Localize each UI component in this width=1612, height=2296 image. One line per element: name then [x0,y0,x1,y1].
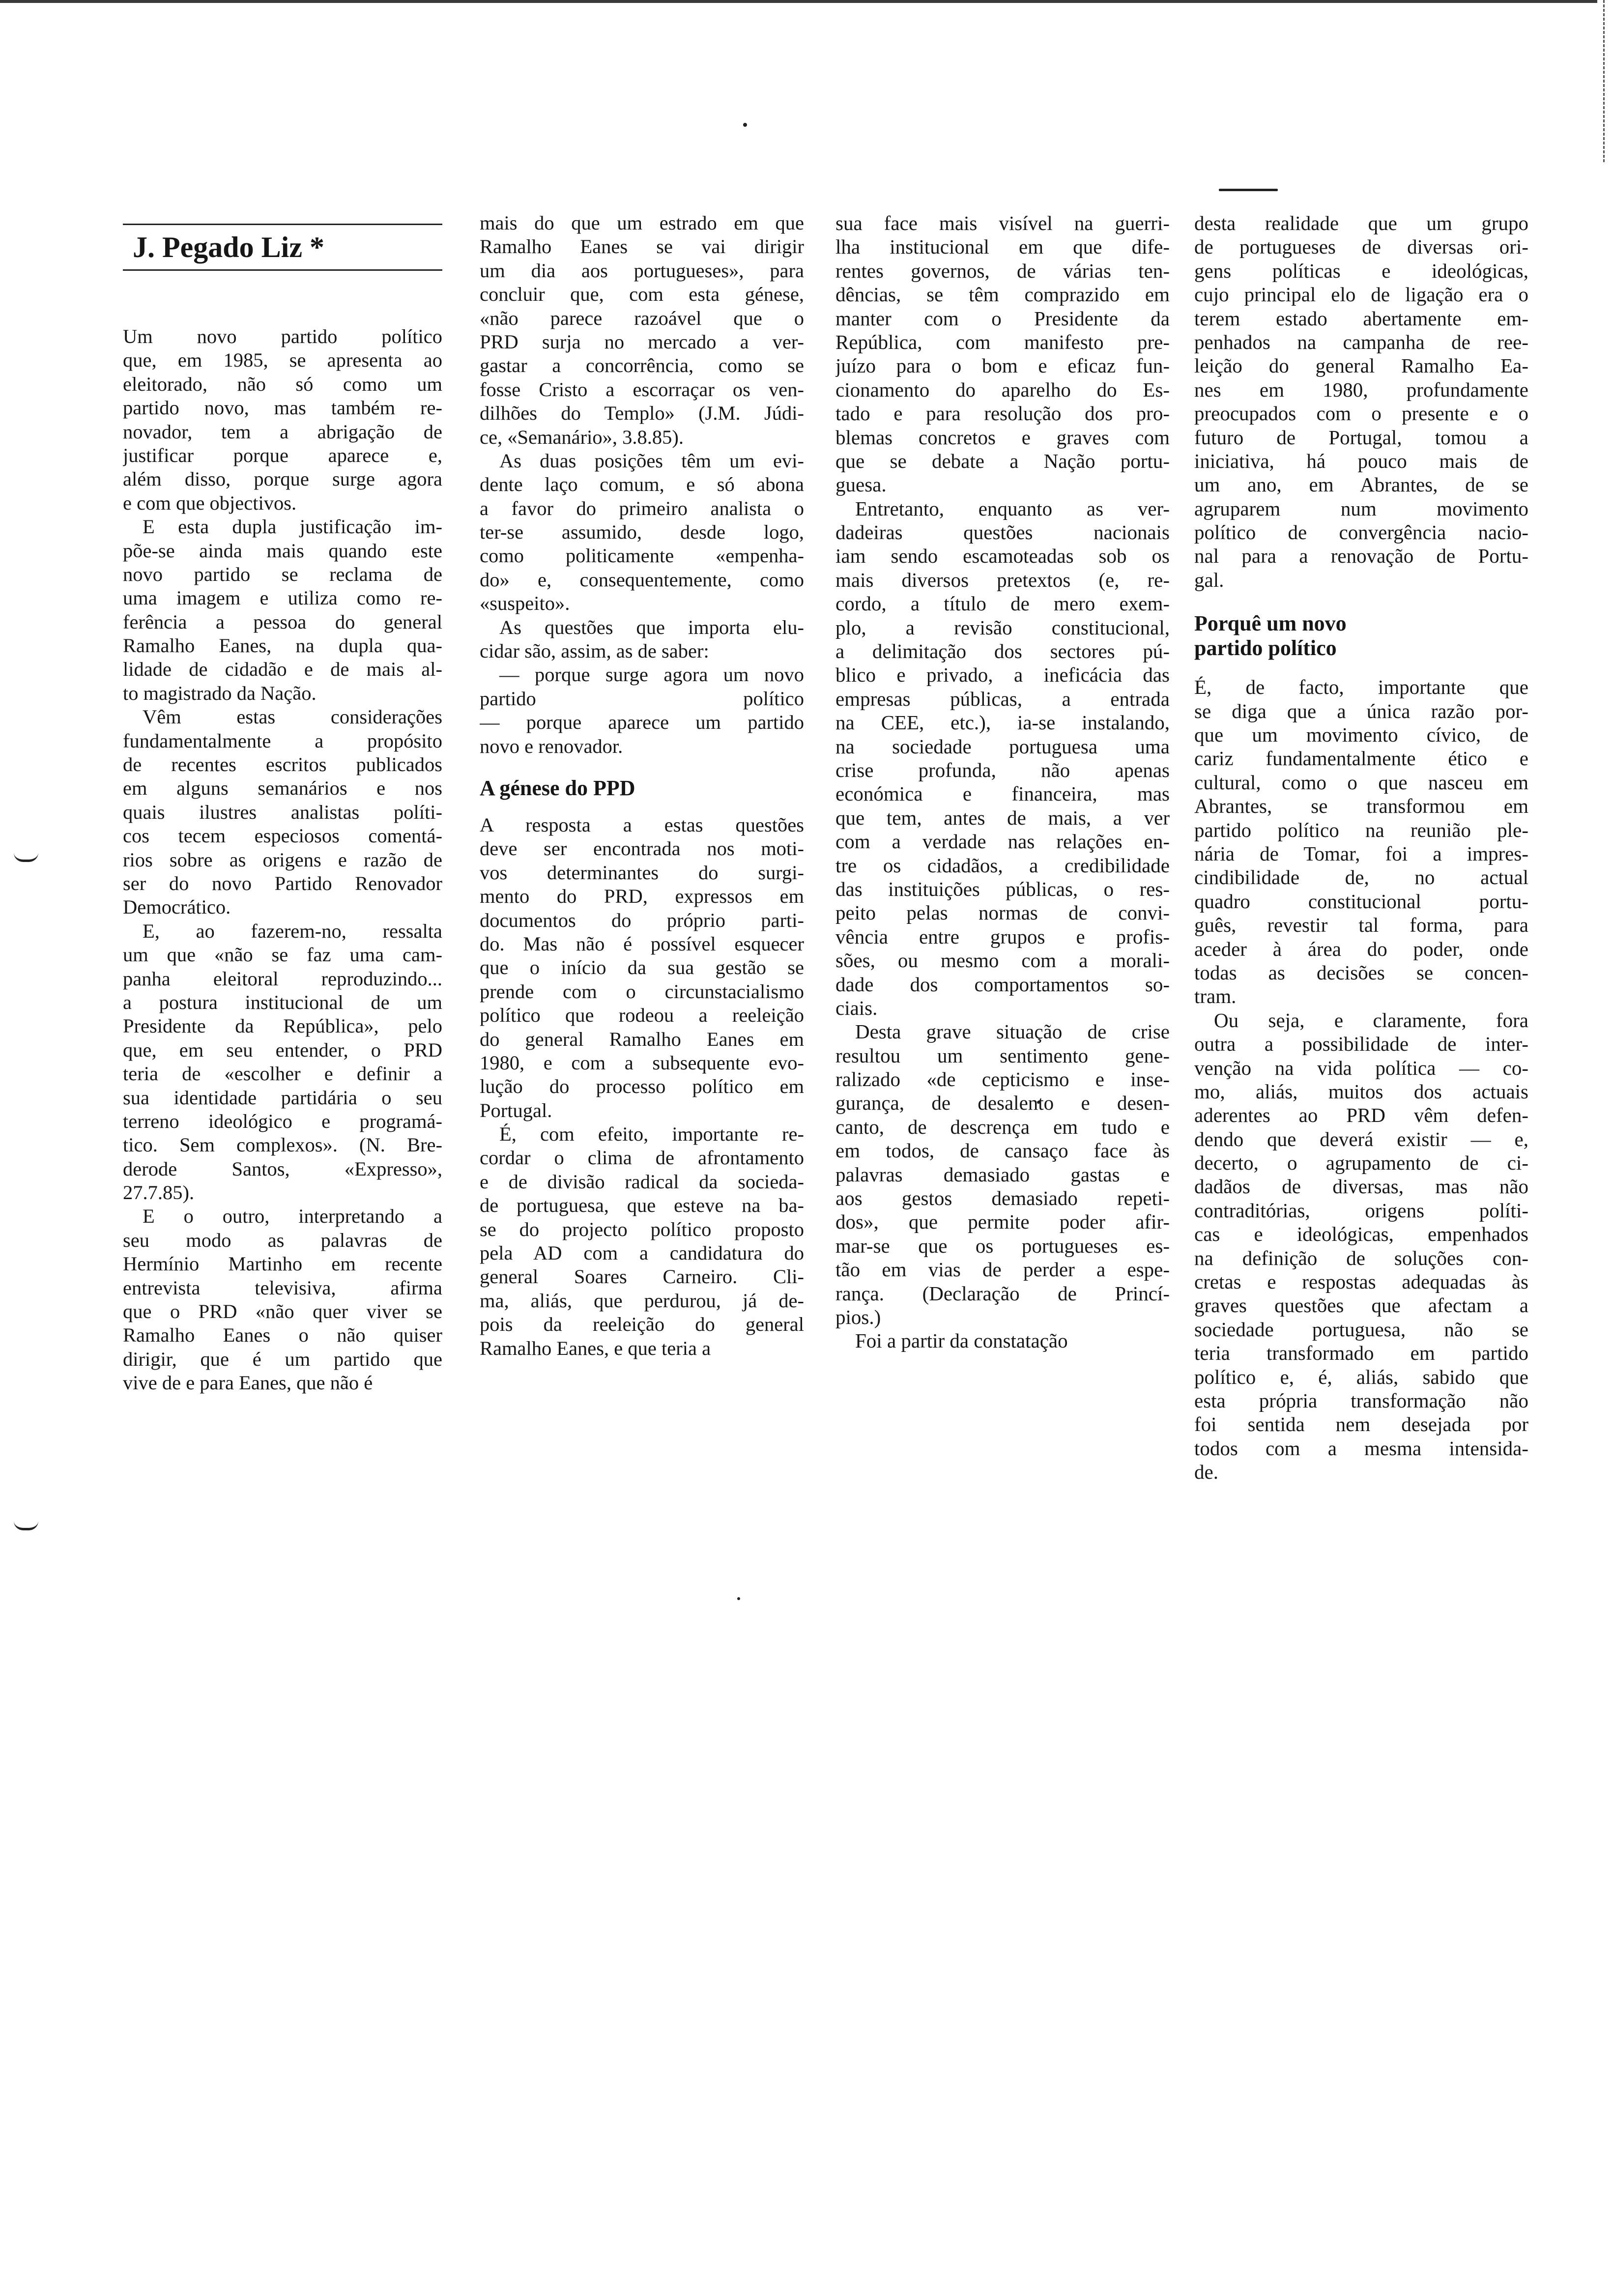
column-3-text [835,211,1170,1353]
text-line: um ano, em Abrantes, de se [1194,473,1528,496]
text-line: dos», que permite poder afir- [835,1210,1170,1234]
text-line: cindibilidade de, no actual [1194,866,1528,889]
text-line: Democrático. [123,896,231,918]
text-line: dade dos comportamentos so- [835,973,1170,996]
text-line: peito pelas normas de convi- [835,901,1170,924]
binding-hole-mark [14,853,38,862]
author-byline: J. Pegado Liz * [123,225,442,271]
column-2-text-top [480,211,804,758]
text-line: cordo, a título de mero exem- [835,592,1170,615]
text-line: cariz fundamentalmente ético e [1194,747,1528,770]
text-line: entrevista televisiva, afirma [123,1276,442,1299]
text-line: E, ao fazerem-no, ressalta [143,919,442,942]
text-line: partido novo, mas também re- [123,397,442,419]
text-line: gal. [1194,568,1224,591]
text-line: sociedade portuguesa, não se [1194,1318,1528,1341]
text-line: do general Ramalho Eanes em [480,1028,804,1050]
text-line: As questões que importa elu- [499,616,804,638]
text-line: a postura institucional de um [123,991,442,1013]
text-line: nária de Tomar, foi a impres- [1194,842,1528,865]
text-line: todas as decisões se concen- [1194,961,1528,984]
text-line: político que rodeou a reeleição [480,1004,804,1027]
text-line: aderentes ao PRD vêm defen- [1194,1104,1528,1127]
text-line: ciais. [835,996,878,1019]
text-line: terem estado abertamente em- [1194,307,1528,330]
scan-smudge [1219,189,1278,191]
text-line: como politicamente «empenha- [480,545,804,567]
text-line: dilhões do Templo» (J.M. Júdi- [480,402,804,425]
text-line: ferência a pessoa do general [123,610,442,633]
text-line: tram. [1194,985,1237,1008]
text-line: quais ilustres analistas políti- [123,801,442,823]
text-line: na sociedade portuguesa uma [835,735,1170,758]
text-line: vos determinantes do surgi- [480,861,804,884]
text-line: pela AD com a candidatura do [480,1242,804,1264]
text-line: República, com manifesto pre- [835,330,1170,353]
text-line: empresas públicas, a entrada [835,687,1170,710]
text-line: das instituições públicas, o res- [835,877,1170,900]
text-line: dendo que deverá existir — e, [1194,1127,1528,1150]
text-line: manter com o Presidente da [835,307,1170,330]
text-line: foi sentida nem desejada por [1194,1413,1528,1436]
text-line: deve ser encontrada nos moti- [480,837,804,860]
text-line: 1980, e com a subsequente evo- [480,1051,804,1074]
scan-right-edge [1603,0,1606,162]
text-line: agruparem num movimento [1194,497,1528,520]
section-heading-porque-line-2: partido político [1194,636,1337,660]
text-line: Entretanto, enquanto as ver- [855,497,1170,520]
text-line: fosse Cristo a escorraçar os ven- [480,378,804,401]
text-line: cultural, como o que nasceu em [1194,771,1528,794]
text-line: Hermínio Martinho em recente [123,1253,442,1275]
text-line: que o início da sua gestão se [480,956,804,979]
text-line: dente laço comum, e só abona [480,473,804,496]
text-line: além disso, porque surge agora [123,468,442,490]
text-line: tão em vias de perder a espe- [835,1258,1170,1281]
text-line: põe-se ainda mais quando este [123,539,442,562]
text-line: fundamentalmente a propósito [123,729,442,752]
text-line: lução do processo político em [480,1075,804,1098]
text-line: dadeiras questões nacionais [835,521,1170,544]
text-line: prende com o circunstacialismo [480,980,804,1003]
text-line: político e, é, aliás, sabido que [1194,1365,1528,1388]
text-line: teria transformado em partido [1194,1342,1528,1365]
text-line: Ramalho Eanes, na dupla qua- [123,634,442,657]
text-line: mais do que um estrado em que [480,212,804,234]
text-line: ma, aliás, que perdurou, já de- [480,1289,804,1312]
text-line: económica e financeira, mas [835,782,1170,805]
text-line: sua face mais visível na guerri- [835,212,1170,234]
text-line: mento do PRD, expressos em [480,885,804,908]
text-line: que se debate a Nação portu- [835,449,1170,472]
text-line: eleitorado, não só como um [123,373,442,395]
text-line: Ou seja, e claramente, fora [1214,1008,1528,1032]
text-line: mar-se que os portugueses es- [835,1234,1170,1257]
text-line: gurança, de desalento e desen- [835,1091,1170,1115]
text-line: lha institucional em que dife- [835,235,1170,258]
text-line: seu modo as palavras de [123,1229,442,1251]
text-line: político de convergência nacio- [1194,521,1528,544]
text-line: uma imagem e utiliza como re- [123,587,442,609]
text-line: PRD surja no mercado a ver- [480,330,804,353]
text-line: tre os cidadãos, a credibilidade [835,854,1170,877]
text-line: Ramalho Eanes se vai dirigir [480,235,804,258]
text-line: iniciativa, há pouco mais de [1194,449,1528,472]
text-line: novo e renovador. [480,735,623,757]
column-1-text [123,325,442,1395]
text-line: As duas posições têm um evi- [499,449,804,472]
text-line: do» e, consequentemente, como [480,568,804,591]
text-line: novo partido se reclama de [123,563,442,585]
section-heading-porque-line-1: Porquê um novo [1194,611,1347,636]
text-line: guesa. [835,473,887,496]
text-line: Foi a partir da constatação [855,1329,1068,1352]
text-line: rança. (Declaração de Princí- [835,1282,1170,1305]
text-line: É, de facto, importante que [1194,676,1528,699]
text-line: Portugal. [480,1099,552,1121]
text-line: decerto, o agrupamento de ci- [1194,1151,1528,1175]
text-line: sões, ou mesmo com a morali- [835,949,1170,972]
text-line: com a verdade nas relações en- [835,830,1170,853]
article-column-4 [1194,211,1528,1484]
article-column-2 [480,211,804,1360]
article-column-3 [835,211,1170,1353]
text-line: rentes governos, de várias ten- [835,259,1170,282]
text-line: contraditórias, origens políti- [1194,1199,1528,1222]
text-line: partido político na reunião ple- [1194,818,1528,841]
text-line: Ramalho Eanes o não quiser [123,1324,442,1347]
section-heading-genese: A génese do PPD [480,775,635,800]
text-line: a delimitação dos sectores pú- [835,640,1170,663]
text-line: iam sendo escamoteadas sob os [835,545,1170,568]
text-line: Abrantes, se transformou em [1194,795,1528,818]
text-line: vive de e para Eanes, que não é [123,1372,373,1394]
text-line: cretas e respostas adequadas às [1194,1270,1528,1293]
text-line: desta realidade que um grupo [1194,212,1528,234]
text-line: e com que objectivos. [123,491,297,514]
text-line: cos tecem especiosos comentá- [123,825,442,847]
text-line: rios sobre as origens e razão de [123,848,442,871]
text-line: derode Santos, «Expresso», [123,1157,442,1180]
text-line: partido político [480,687,804,710]
text-line: general Soares Carneiro. Cli- [480,1265,804,1288]
text-line: cas e ideológicas, empenhados [1194,1223,1528,1246]
text-line: ce, «Semanário», 3.8.85). [480,426,684,448]
column-2-text-bottom [480,813,804,1360]
text-line: um dia aos portugueses», para [480,259,804,282]
text-line: — porque surge agora um novo [499,663,804,686]
text-line: em alguns semanários e nos [123,777,442,800]
scan-top-edge [0,0,1597,3]
section-heading-porque [1194,611,1528,660]
text-line: e de divisão radical da socieda- [480,1170,804,1193]
text-line: vência entre grupos e profis- [835,925,1170,948]
text-line: a favor do primeiro analista o [480,497,804,519]
text-line: blemas concretos e graves com [835,426,1170,449]
text-line: leição do general Ramalho Ea- [1194,354,1528,377]
column-4-text-bottom [1194,675,1528,1484]
text-line: plo, a revisão constitucional, [835,616,1170,639]
text-line: teria de «escolher e definir a [123,1062,442,1085]
text-line: nes em 1980, profundamente [1194,378,1528,401]
text-line: panha eleitoral reproduzindo... [123,967,442,990]
text-line: na definição de soluções con- [1194,1246,1528,1269]
text-line: cidar são, assim, as de saber: [480,640,709,662]
text-line: documentos do próprio parti- [480,909,804,931]
text-line: gastar a concorrência, como se [480,354,804,377]
text-line: ter-se assumido, desde logo, [480,521,804,544]
text-line: «suspeito». [480,592,570,615]
text-line: cionamento do aparelho do Es- [835,378,1170,401]
text-line: nal para a renovação de Portu- [1194,545,1528,568]
text-line: E esta dupla justificação im- [143,516,442,538]
text-line: Presidente da República», pelo [123,1015,442,1037]
text-line: — porque aparece um partido [480,711,804,734]
text-line: que tem, antes de mais, a ver [835,806,1170,829]
text-line: justificar porque aparece e, [123,444,442,466]
text-line: de portuguesa, que esteve na ba- [480,1194,804,1217]
text-line: quadro constitucional portu- [1194,890,1528,913]
text-line: Ramalho Eanes, e que teria a [480,1337,711,1359]
text-line: sua identidade partidária o seu [123,1086,442,1109]
scan-speck [737,1597,740,1600]
text-line: «não parece razoável que o [480,307,804,329]
text-line: aos gestos demasiado repeti- [835,1187,1170,1210]
text-line: É, com efeito, importante re- [499,1123,804,1146]
article-column-1 [123,224,442,1395]
text-line: de portugueses de diversas ori- [1194,235,1528,258]
text-line: tado e para resolução dos pro- [835,402,1170,425]
text-line: lidade de cidadão e de mais al- [123,658,442,681]
text-line: que o PRD «não quer viver se [123,1300,442,1323]
text-line: venção na vida política — co- [1194,1056,1528,1079]
column-4-text-top [1194,211,1528,592]
text-line: Um novo partido político [123,325,442,347]
binding-hole-mark [14,1521,38,1530]
text-line: tico. Sem complexos». (N. Bre- [123,1134,442,1156]
text-line: penhados na campanha de ree- [1194,330,1528,353]
text-line: crise profunda, não apenas [835,758,1170,781]
text-line: futuro de Portugal, tomou a [1194,426,1528,449]
text-line: que, em seu entender, o PRD [123,1038,442,1061]
text-line: de recentes escritos publicados [123,753,442,776]
text-line: A resposta a estas questões [480,813,804,836]
text-line: em todos, de cansaço face às [835,1139,1170,1162]
text-line: Desta grave situação de crise [855,1020,1170,1043]
text-line: pois da reeleição do general [480,1313,804,1336]
text-line: 27.7.85). [123,1181,195,1204]
text-line: concluir que, com esta génese, [480,283,804,306]
text-line: cujo principal elo de ligação era o [1194,283,1528,306]
text-line: pios.) [835,1305,881,1328]
text-line: guês, revestir tal forma, para [1194,914,1528,937]
text-line: na CEE, etc.), ia-se instalando, [835,711,1170,734]
text-line: outra a possibilidade de inter- [1194,1033,1528,1056]
text-line: que, em 1985, se apresenta ao [123,349,442,372]
text-line: palavras demasiado gastas e [835,1163,1170,1186]
text-line: E o outro, interpretando a [143,1205,442,1228]
text-line: um que «não se faz uma cam- [123,944,442,966]
text-line: aceder à área do poder, onde [1194,937,1528,960]
text-line: dadãos de diversas, mas não [1194,1175,1528,1198]
text-line: Vêm estas considerações [143,706,442,728]
text-line: canto, de descrença em tudo e [835,1115,1170,1138]
text-line: juízo para o bom e eficaz fun- [835,354,1170,377]
text-line: gens políticas e ideológicas, [1194,259,1528,282]
text-line: que um movimento cívico, de [1194,723,1528,746]
text-line: se do projecto político proposto [480,1218,804,1240]
text-line: dirigir, que é um partido que [123,1348,442,1370]
text-line: preocupados com o presente e o [1194,402,1528,425]
text-line: blico e privado, a ineficácia das [835,663,1170,687]
text-line: mo, aliás, muitos dos actuais [1194,1080,1528,1103]
text-line: todos com a mesma intensida- [1194,1436,1528,1460]
text-line: terreno ideológico e programá- [123,1110,442,1132]
text-line: se diga que a única razão por- [1194,699,1528,722]
text-line: dências, se têm comprazido em [835,283,1170,306]
text-line: ser do novo Partido Renovador [123,872,442,894]
text-line: resultou um sentimento gene- [835,1044,1170,1067]
text-line: do. Mas não é possível esquecer [480,932,804,955]
text-line: cordar o clima de afrontamento [480,1147,804,1169]
text-line: de. [1194,1461,1218,1484]
text-line: mais diversos pretextos (e, re- [835,568,1170,591]
text-line: to magistrado da Nação. [123,682,317,704]
scan-speck [743,123,747,127]
text-line: novador, tem a abrigação de [123,420,442,443]
text-line: graves questões que afectam a [1194,1294,1528,1317]
text-line: esta própria transformação não [1194,1389,1528,1412]
text-line: ralizado «de cepticismo e inse- [835,1068,1170,1091]
